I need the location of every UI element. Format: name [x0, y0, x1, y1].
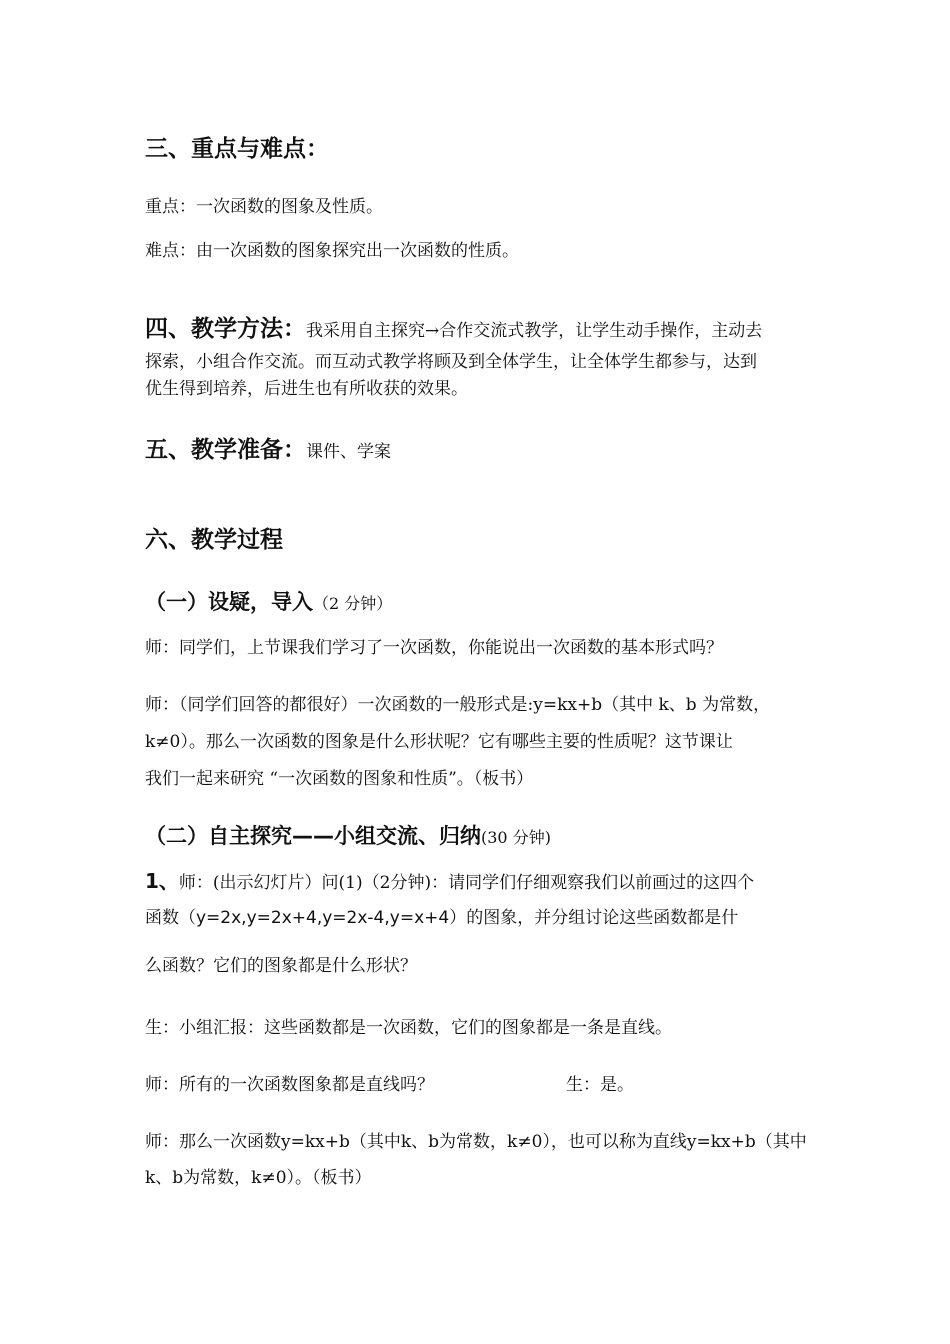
item-1-line-2 — [145, 910, 738, 927]
difficulty-line: 难点：由一次函数的图象探究出一次函数的性质。 — [145, 241, 519, 261]
student-report-line: 生：小组汇报：这些函数都是一次函数，它们的图象都是一条是直线。 — [145, 1018, 672, 1038]
part-1-line-3: k≠0）。那么一次函数的图象是什么形状呢？它有哪些主要的性质呢？这节课让 — [145, 732, 733, 752]
section-4-heading: 四、教学方法： — [145, 316, 306, 342]
section-4-text-line-3: 优生得到培养，后进生也有所收获的效果。 — [145, 379, 468, 399]
section-5-paragraph — [145, 439, 391, 462]
part-1-time: （2 分钟） — [313, 594, 393, 613]
conclusion-line-1: 师：那么一次函数y=kx+b（其中k、b为常数，k≠0），也可以称为直线y=kx+b（其中 — [145, 1132, 807, 1152]
part-1-heading-row — [145, 592, 392, 613]
part-1-line-1: 师：同学们，上节课我们学习了一次函数，你能说出一次函数的基本形式吗？ — [145, 638, 723, 658]
teacher-question-line: 师：所有的一次函数图象都是直线吗？ — [145, 1075, 434, 1095]
item-1-line-1 — [145, 871, 754, 892]
conclusion-line-2: k、b为常数，k≠0）。（板书） — [145, 1168, 372, 1188]
student-answer: 生：是。 — [566, 1075, 634, 1095]
part-1-line-4: 我们一起来研究 “一次函数的图象和性质”。（板书） — [145, 769, 534, 789]
item-1-number: 1、 — [145, 869, 179, 893]
part-2-time: (30 分钟) — [481, 828, 551, 847]
section-6-heading: 六、教学过程 — [145, 527, 283, 553]
section-4-text-line-1: 我采用自主探究→合作交流式教学，让学生动手操作，主动去 — [306, 321, 763, 341]
part-2-heading: （二）自主探究——小组交流、归纳 — [145, 824, 481, 848]
item-1-line-3: 么函数？它们的图象都是什么形状？ — [145, 956, 417, 976]
part-2-heading-row — [145, 826, 551, 847]
section-5-heading: 五、教学准备： — [145, 437, 306, 463]
item-1-text: 师：(出示幻灯片）问(1)（2分钟)：请同学们仔细观察我们以前画过的这四个 — [178, 873, 755, 893]
part-1-heading: （一）设疑，导入 — [145, 590, 313, 614]
part-1-line-2: 师：（同学们回答的都很好）一次函数的一般形式是:y=kx+b（其中 k、b 为常数， — [145, 695, 771, 715]
function-list: y=2x,y=2x+4,y=2x-4,y=x+4 — [196, 908, 450, 928]
section-4-text-line-2: 探索，小组合作交流。而互动式教学将顾及到全体学生，让全体学生都参与，达到 — [145, 352, 757, 372]
section-3-heading: 三、重点与难点： — [145, 136, 329, 162]
section-5-text: 课件、学案 — [306, 442, 391, 462]
item-1-line-2-prefix: 函数（ — [145, 908, 196, 928]
key-point-line: 重点：一次函数的图象及性质。 — [145, 197, 383, 217]
section-4-paragraph — [145, 318, 762, 341]
item-1-line-2-suffix: ）的图象，并分组讨论这些函数都是什 — [449, 908, 739, 928]
